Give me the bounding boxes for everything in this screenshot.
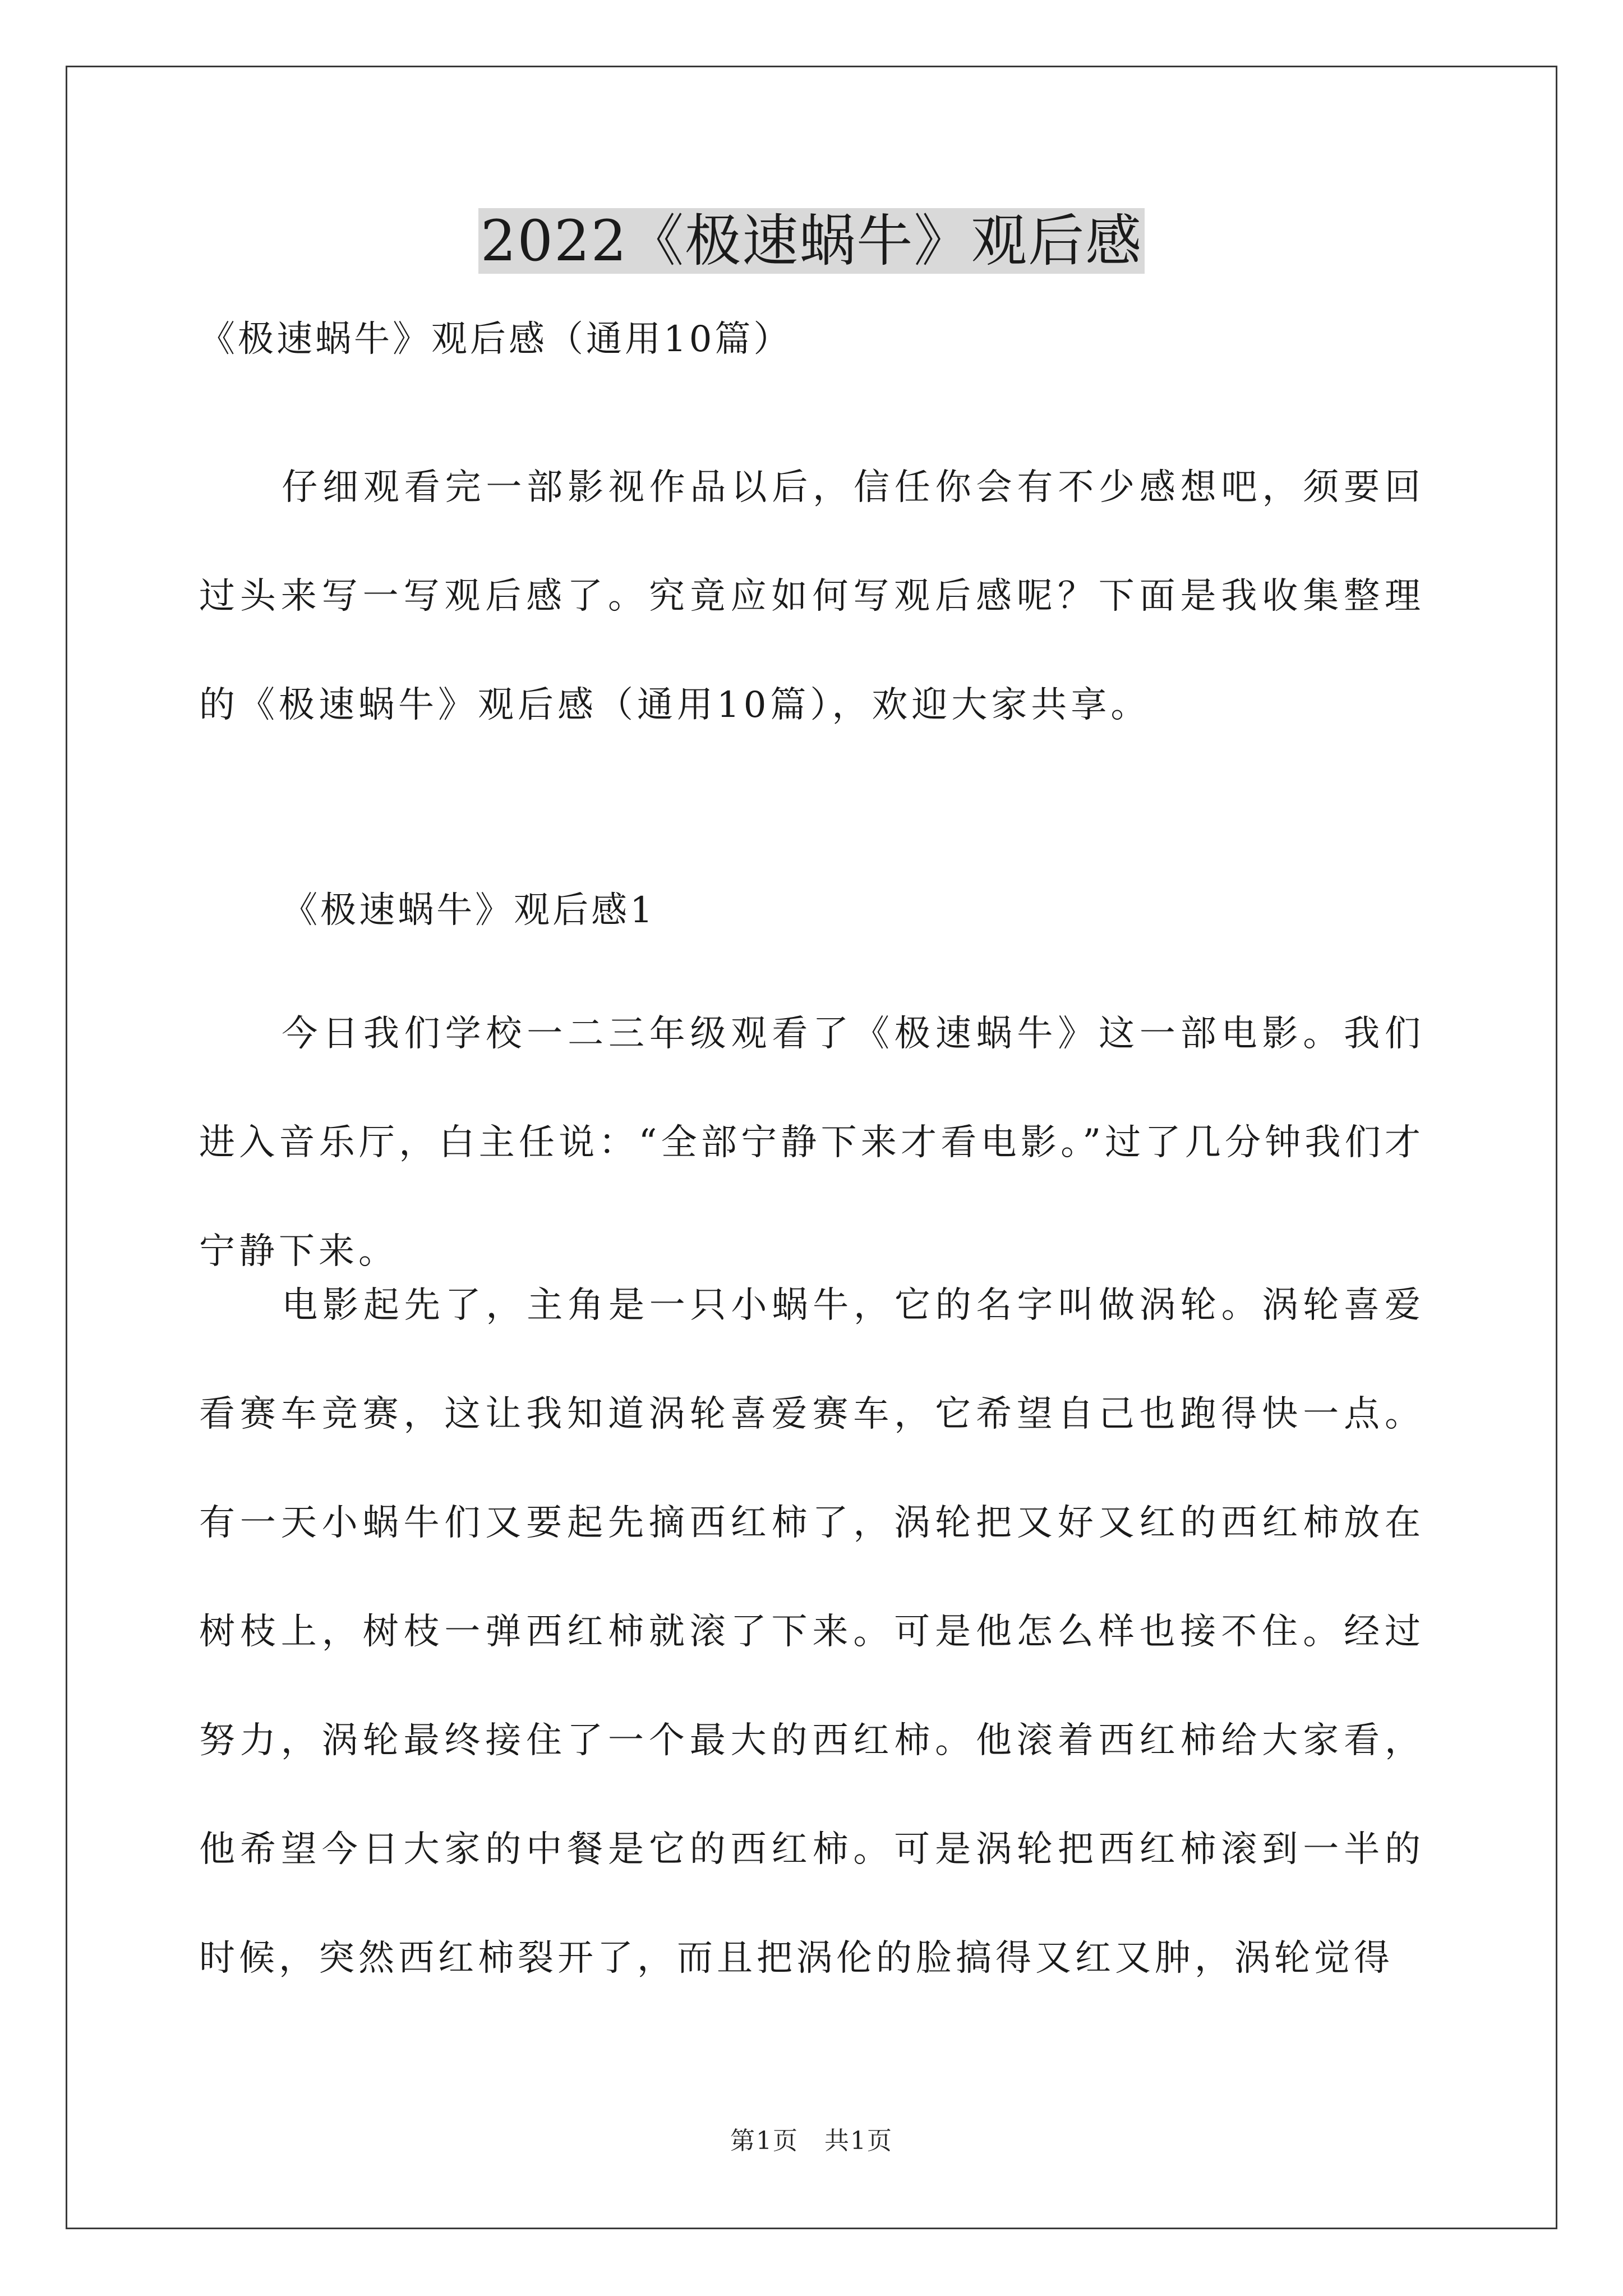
body-paragraph: 今日我们学校一二三年级观看了《极速蜗牛》这一部电影。我们进入音乐厅，白主任说：“全部宁静下来才看电影。”过了几分钟我们才宁静下来。 — [199, 1013, 1424, 1272]
document-title-text: 2022《极速蜗牛》观后感 — [478, 208, 1145, 274]
section-heading: 《极速蜗牛》观后感1 — [282, 890, 656, 931]
page-footer: 第1页 共1页 — [730, 2127, 893, 2155]
intro-paragraph: 仔细观看完一部影视作品以后，信任你会有不少感想吧，须要回过头来写一写观后感了。究竟应如何写观后感呢？下面是我收集整理的《极速蜗牛》观后感（通用10篇），欢迎大家共享。 — [199, 467, 1424, 726]
document-title — [0, 205, 1623, 278]
body-paragraph: 电影起先了，主角是一只小蜗牛，它的名字叫做涡轮。涡轮喜爱看赛车竞赛，这让我知道涡轮喜爱赛车，它希望自己也跑得快一点。有一天小蜗牛们又要起先摘西红柿了，涡轮把又好又红的西红柿放在树枝上，树枝一弹西红柿就滚了下来。可是他怎么样也接不住。经过努力，涡轮最终接住了一个最大的西红柿。他滚着西红柿给大家看，他希望今日大家的中餐是它的西红柿。可是涡轮把西红柿滚到一半的时候，突然西红柿裂开了，而且把涡伦的脸搞得又红又肿，涡轮觉得 — [199, 1285, 1424, 1979]
document-subtitle: 《极速蜗牛》观后感（通用10篇） — [199, 319, 792, 360]
